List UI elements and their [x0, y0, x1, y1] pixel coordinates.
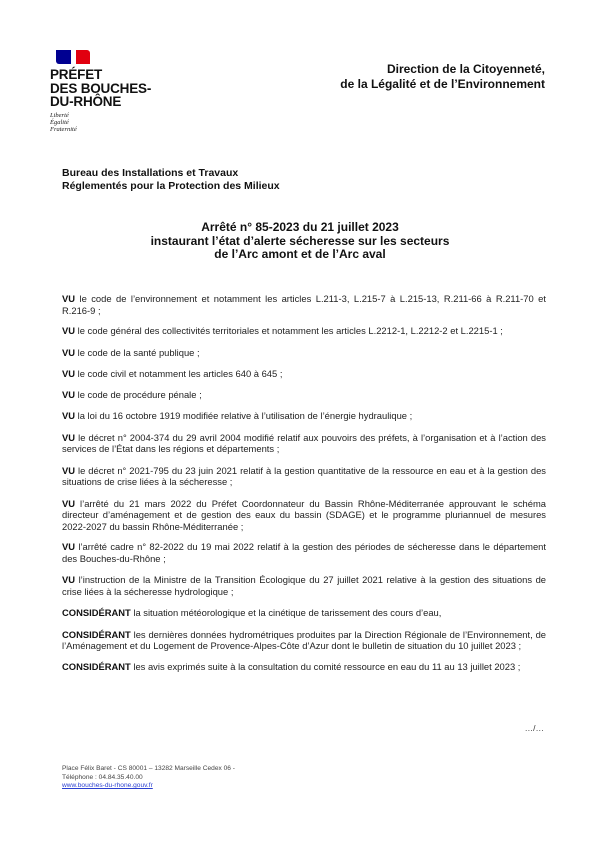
paragraph — [62, 368, 546, 380]
paragraph-lead: VU — [62, 368, 76, 379]
paragraph — [62, 629, 546, 652]
paragraph-lead: VU — [62, 431, 76, 443]
paragraph-lead: VU — [62, 293, 76, 304]
paragraph-text: l’arrêté cadre n° 82-2022 du 19 mai 2022 relatif à la gestion des périodes de sécheresse dans le département des Bouches-du-Rhône ; — [62, 541, 546, 564]
paragraph — [62, 498, 546, 533]
paragraph-text: la loi du 16 octobre 1919 modifiée relative à l’utilisation de l’énergie hydraulique ; — [75, 410, 413, 421]
footer-address: Place Félix Baret - CS 80001 – 13282 Marseille Cedex 06 - — [62, 765, 235, 772]
paragraph-text: le code de la santé publique ; — [75, 346, 200, 358]
paragraph-lead: CONSIDÉRANT — [62, 607, 131, 618]
paragraph-lead: VU — [62, 464, 76, 476]
paragraph — [62, 465, 546, 488]
footer — [62, 765, 235, 791]
paragraph-text: l’instruction de la Ministre de la Transition Écologique du 27 juillet 2021 relative à la gestion des situations de crise liées à la sécheresse hydrologique ; — [62, 574, 546, 597]
paragraph-lead: VU — [62, 388, 76, 400]
paragraph — [62, 389, 546, 401]
prefecture-logo — [50, 50, 151, 133]
paragraph-text: l’arrêté du 21 mars 2022 du Préfet Coordonnateur du Bassin Rhône-Méditerranée approuvant le schéma directeur d’aménagement et de gestion des eaux du bassin (SDAGE) et le programme pluriannuel de mesures 2022-2027 du bassin Rhône-Méditerranée ; — [62, 497, 546, 532]
decree-title — [0, 221, 600, 262]
paragraph — [62, 347, 546, 359]
paragraph-text: le code civil et notamment les articles 640 à 645 ; — [75, 368, 283, 379]
paragraph — [62, 293, 546, 316]
paragraph — [62, 432, 546, 455]
paragraph-text: le décret n° 2004-374 du 29 avril 2004 modifié relatif aux pouvoirs des préfets, à l’organisation et à l’action des services de l’État dans les régions et départements ; — [62, 431, 546, 454]
paragraph — [62, 410, 546, 422]
paragraph-lead: CONSIDÉRANT — [62, 628, 131, 640]
paragraph-text: les avis exprimés suite à la consultation du comité ressource en eau du 11 au 13 juillet 2023 ; — [130, 660, 521, 672]
title-line: de l’Arc amont et de l’Arc aval — [214, 247, 386, 261]
motto-line: Fraternité — [50, 125, 77, 133]
paragraph — [62, 574, 546, 597]
motto-line: Liberté — [50, 111, 69, 119]
paragraph-lead: VU — [62, 346, 76, 358]
paragraph — [62, 541, 546, 564]
paragraph-text: le décret n° 2021-795 du 23 juin 2021 relatif à la gestion quantitative de la ressource en eau et à la gestion des situations de crise liées à la sécheresse ; — [62, 464, 546, 487]
paragraph — [62, 607, 546, 619]
paragraph-lead: VU — [62, 410, 76, 421]
paragraph-lead: CONSIDÉRANT — [62, 660, 131, 672]
paragraph-text: les dernières données hydrométriques produites par la Direction Régionale de l’Environnement, de l’Aménagement et du Logement de Provence-Alpes-Côte d’Azur dont le bulletin de situation du 10 juillet 2023 ; — [62, 628, 546, 651]
decree-body — [62, 293, 546, 672]
paragraph — [62, 325, 546, 337]
paragraph-lead: VU — [62, 497, 76, 509]
title-line: instaurant l’état d’alerte sécheresse sur les secteurs — [150, 233, 450, 248]
paragraph-text: le code de procédure pénale ; — [75, 388, 202, 400]
direction-header — [340, 62, 545, 91]
paragraph-lead: VU — [62, 574, 76, 585]
paragraph — [62, 661, 546, 673]
bureau-name — [62, 167, 280, 192]
marianne-flag-icon — [56, 50, 90, 64]
paragraph-lead: VU — [62, 541, 76, 552]
title-line: Arrêté n° 85-2023 du 21 juillet 2023 — [201, 220, 399, 234]
direction-line: de la Légalité et de l’Environnement — [340, 76, 545, 91]
motto-line: Égalité — [50, 118, 69, 126]
bureau-line: Réglementés pour la Protection des Milieux — [62, 179, 280, 192]
direction-line: Direction de la Citoyenneté, — [386, 62, 545, 76]
footer-website-link[interactable]: www.bouches-du-rhone.gouv.fr — [62, 782, 153, 790]
paragraph-lead: VU — [62, 325, 76, 336]
footer-phone: Téléphone : 04.84.35.40.00 — [62, 773, 143, 781]
prefecture-name-line: PRÉFET — [50, 67, 103, 82]
bureau-line: Bureau des Installations et Travaux — [62, 167, 239, 179]
republic-motto — [50, 112, 151, 133]
prefecture-name-line: DU-RHÔNE — [50, 94, 122, 109]
paragraph-text: le code général des collectivités territoriales et notamment les articles L.2212-1, L.2212-2 et L.2215-1 ; — [75, 325, 503, 336]
paragraph-text: le code de l’environnement et notamment les articles L.211-3, L.215-7 à L.215-13, R.211-66 à R.211-70 et R.216-9 ; — [62, 293, 546, 316]
prefecture-name — [50, 68, 151, 109]
prefecture-name-line: DES BOUCHES- — [50, 80, 152, 96]
paragraph-text: la situation météorologique et la cinétique de tarissement des cours d’eau, — [130, 607, 442, 618]
page-continuation: …/… — [524, 723, 544, 733]
